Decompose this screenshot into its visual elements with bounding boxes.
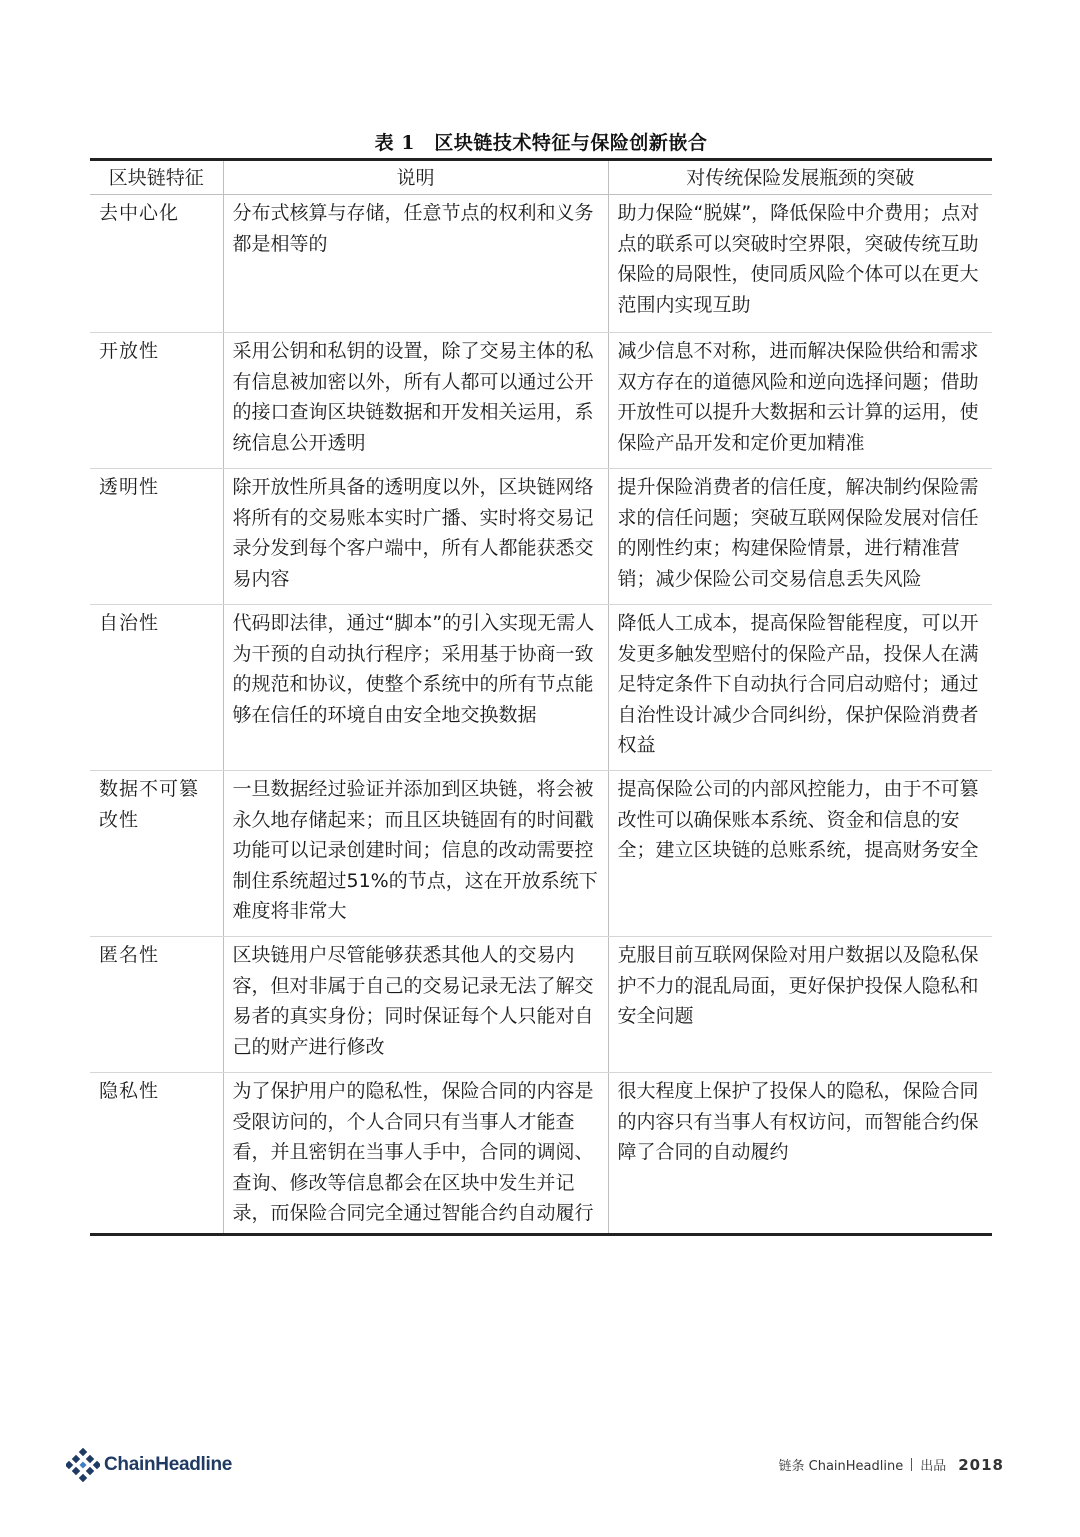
publisher-name: 链条 ChainHeadline	[778, 1459, 904, 1474]
feature-cell: 隐私性	[90, 1073, 223, 1235]
description-cell: 代码即法律，通过“脚本”的引入实现无需人为干预的自动执行程序；采用基于协商一致的规范和协议，使整个系统中的所有节点能够在信任的环境自由安全地交换数据	[223, 605, 608, 771]
feature-cell: 匿名性	[90, 937, 223, 1073]
publisher-label: 出品	[920, 1459, 947, 1474]
table-row	[90, 771, 992, 937]
chainheadline-logo-icon	[66, 1448, 100, 1482]
footer-credit	[779, 1455, 1005, 1474]
table-row	[90, 1073, 992, 1235]
footer-divider	[911, 1458, 912, 1471]
breakthrough-cell: 助力保险“脱媒”，降低保险中介费用；点对点的联系可以突破时空界限，突破传统互助保险的局限性，使同质风险个体可以在更大范围内实现互助	[608, 195, 992, 333]
breakthrough-cell: 克服目前互联网保险对用户数据以及隐私保护不力的混乱局面，更好保护投保人隐私和安全问题	[608, 937, 992, 1073]
description-cell: 为了保护用户的隐私性，保险合同的内容是受限访问的，个人合同只有当事人才能查看，并且密钥在当事人手中，合同的调阅、查询、修改等信息都会在区块中发生并记录，而保险合同完全通过智能合约自动履行	[223, 1073, 608, 1235]
footer-logo	[66, 1448, 232, 1482]
feature-cell: 数据不可篡改性	[90, 771, 223, 937]
breakthrough-cell: 很大程度上保护了投保人的隐私，保险合同的内容只有当事人有权访问，而智能合约保障了合同的自动履约	[608, 1073, 992, 1235]
table-caption: 表 1 区块链技术特征与保险创新嵌合	[374, 132, 708, 154]
breakthrough-cell: 提升保险消费者的信任度，解决制约保险需求的信任问题；突破互联网保险发展对信任的刚性约束；构建保险情景，进行精准营销；减少保险公司交易信息丢失风险	[608, 469, 992, 605]
breakthrough-cell: 降低人工成本，提高保险智能程度，可以开发更多触发型赔付的保险产品，投保人在满足特定条件下自动执行合同启动赔付；通过自治性设计减少合同纠纷，保护保险消费者权益	[608, 605, 992, 771]
description-cell: 除开放性所具备的透明度以外，区块链网络将所有的交易账本实时广播、实时将交易记录分发到每个客户端中，所有人都能获悉交易内容	[223, 469, 608, 605]
feature-cell: 透明性	[90, 469, 223, 605]
feature-cell: 开放性	[90, 333, 223, 469]
description-cell: 分布式核算与存储，任意节点的权利和义务都是相等的	[223, 195, 608, 333]
feature-cell: 去中心化	[90, 195, 223, 333]
breakthrough-cell: 减少信息不对称，进而解决保险供给和需求双方存在的道德风险和逆向选择问题；借助开放性可以提升大数据和云计算的运用，使保险产品开发和定价更加精准	[608, 333, 992, 469]
feature-cell: 自治性	[90, 605, 223, 771]
table-row	[90, 605, 992, 771]
table-row	[90, 195, 992, 333]
logo-wordmark: ChainHeadline	[104, 1454, 233, 1475]
feature-table	[90, 158, 992, 1236]
table-row	[90, 333, 992, 469]
header-breakthrough: 对传统保险发展瓶颈的突破	[608, 160, 992, 195]
description-cell: 一旦数据经过验证并添加到区块链，将会被永久地存储起来；而且区块链固有的时间戳功能可以记录创建时间；信息的改动需要控制住系统超过51%的节点，这在开放系统下难度将非常大	[223, 771, 608, 937]
description-cell: 采用公钥和私钥的设置，除了交易主体的私有信息被加密以外，所有人都可以通过公开的接口查询区块链数据和开发相关运用，系统信息公开透明	[223, 333, 608, 469]
header-description: 说明	[223, 160, 608, 195]
breakthrough-cell: 提高保险公司的内部风控能力，由于不可篡改性可以确保账本系统、资金和信息的安全；建立区块链的总账系统，提高财务安全	[608, 771, 992, 937]
table-row	[90, 469, 992, 605]
header-row	[90, 160, 992, 195]
table-header	[90, 160, 992, 195]
table-row	[90, 937, 992, 1073]
header-feature: 区块链特征	[90, 160, 223, 195]
description-cell: 区块链用户尽管能够获悉其他人的交易内容，但对非属于自己的交易记录无法了解交易者的真实身份；同时保证每个人只能对自己的财产进行修改	[223, 937, 608, 1073]
table-body	[90, 195, 992, 1235]
footer-year: 2018	[958, 1455, 1004, 1474]
